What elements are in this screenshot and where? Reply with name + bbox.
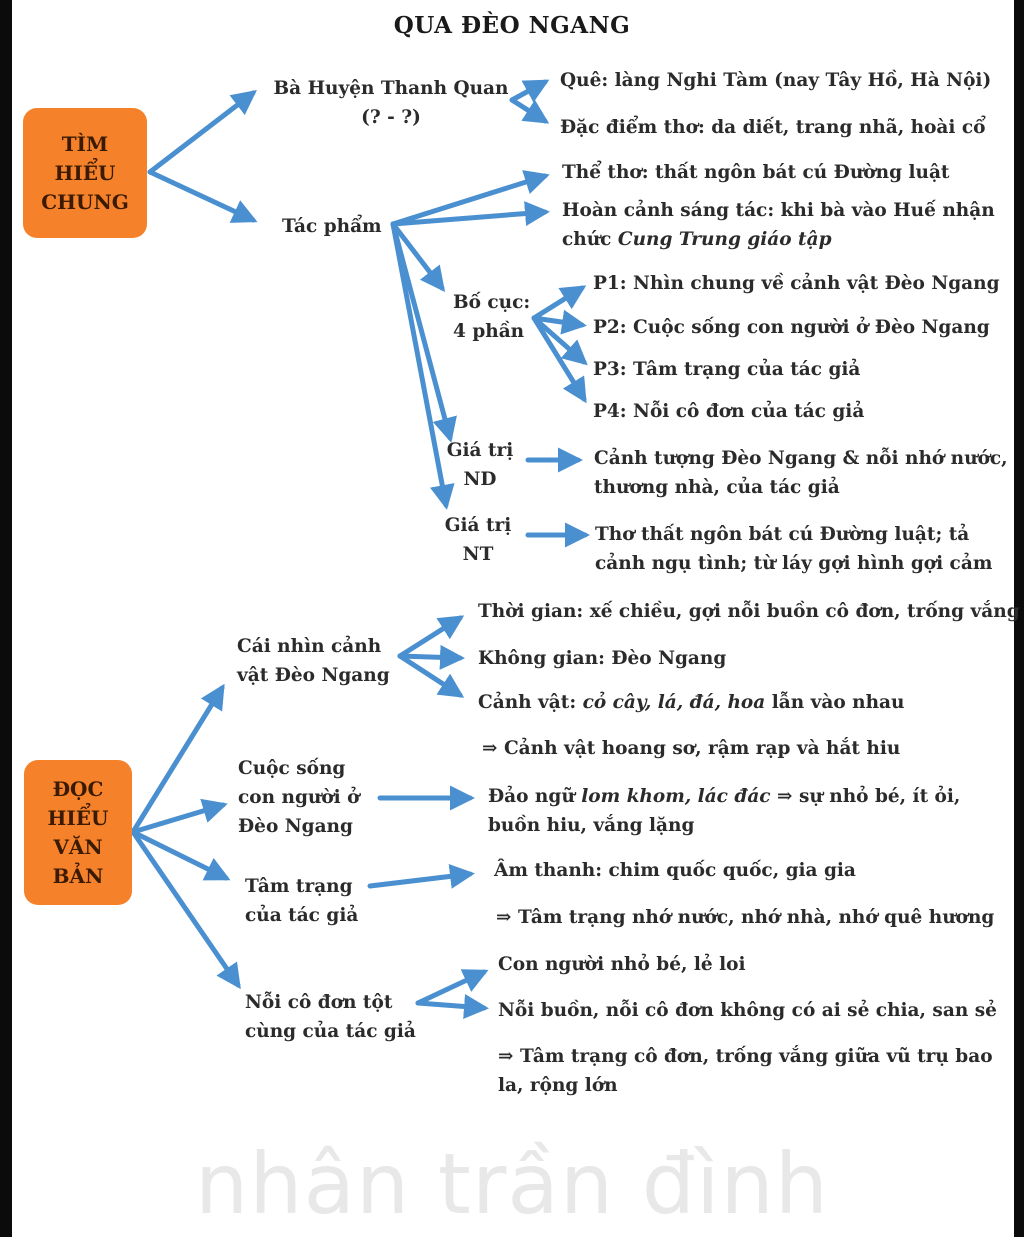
page-title: QUA ĐÈO NGANG <box>393 12 631 39</box>
arrow-to-loneliness <box>133 832 238 985</box>
section-general-box <box>23 108 147 238</box>
author-years: (? - ?) <box>361 107 421 128</box>
scenery-time: Thời gian: xế chiều, gợi nỗi buồn cô đơn, trống vắng <box>478 601 1020 622</box>
arrow-to-time <box>400 618 460 656</box>
arrow-to-p1 <box>534 288 582 318</box>
arrow-to-space <box>400 656 460 658</box>
mood-sound: Âm thanh: chim quốc quốc, gia gia <box>494 860 856 881</box>
scenery-conclusion: ⇒ Cảnh vật hoang sơ, rậm rạp và hắt hiu <box>482 738 901 759</box>
section-general-label-line: HIỂU <box>54 160 116 185</box>
author-node <box>262 74 520 132</box>
loneliness-conclusion: ⇒ Tâm trạng cô đơn, trống vắng giữa vũ trụ bao la, rộng lớn <box>498 1046 993 1096</box>
layout-part-1: P1: Nhìn chung về cảnh vật Đèo Ngang <box>593 273 1000 294</box>
loneliness-item-2: Nỗi buồn, nỗi cô đơn không có ai sẻ chia, san sẻ <box>498 1000 997 1021</box>
arrow-to-item1 <box>418 972 484 1003</box>
scenery-space: Không gian: Đèo Ngang <box>478 648 727 669</box>
poem-form: Thể thơ: thất ngôn bát cú Đường luật <box>562 162 950 183</box>
arrow-to-things <box>400 656 460 695</box>
writing-context <box>562 196 995 254</box>
mood-node: Tâm trạng của tác giả <box>245 876 359 926</box>
loneliness-item-1: Con người nhỏ bé, lẻ loi <box>498 954 746 975</box>
watermark: nhân trần đình <box>195 1135 829 1233</box>
layout-part-4: P4: Nỗi cô đơn của tác giả <box>593 401 865 422</box>
arrow-to-item2 <box>418 1003 484 1008</box>
layout-node: Bố cục: 4 phần <box>453 292 531 342</box>
art-value-node: Giá trị NT <box>444 515 512 565</box>
people-text: Đảo ngữ lom khom, lác đác ⇒ sự nhỏ bé, ít ỏi, buồn hiu, vắng lặng <box>488 786 961 836</box>
arrow-mood <box>370 874 470 886</box>
layout-part-2: P2: Cuộc sống con người ở Đèo Ngang <box>593 317 990 338</box>
author-hometown: Quê: làng Nghi Tàm (nay Tây Hồ, Hà Nội) <box>560 70 992 91</box>
content-value-text: Cảnh tượng Đèo Ngang & nỗi nhớ nước, thương nhà, của tác giả <box>594 448 1008 498</box>
writing-context-line: chức Cung Trung giáo tập <box>562 229 832 250</box>
layout-part-3: P3: Tâm trạng của tác giả <box>593 359 861 380</box>
section-general-label-line: CHUNG <box>41 189 129 214</box>
content-value-node: Giá trị ND <box>446 440 514 490</box>
scenery-things: Cảnh vật: cỏ cây, lá, đá, hoa lẫn vào nhau <box>478 692 905 713</box>
writing-context-line: Hoàn cảnh sáng tác: khi bà vào Huế nhận <box>562 200 995 221</box>
scenery-node: Cái nhìn cảnh vật Đèo Ngang <box>237 636 390 686</box>
people-node: Cuộc sống con người ở Đèo Ngang <box>238 758 360 837</box>
art-value-text: Thơ thất ngôn bát cú Đường luật; tả cảnh ngụ tình; từ láy gợi hình gợi cảm <box>595 524 993 574</box>
arrow-to-work <box>150 172 253 220</box>
arrow-to-art-value <box>393 224 446 505</box>
work-node: Tác phẩm <box>282 216 382 237</box>
arrow-to-author <box>150 93 253 172</box>
mood-conclusion: ⇒ Tâm trạng nhớ nước, nhớ nhà, nhớ quê hương <box>496 907 995 928</box>
section-general-label-line: TÌM <box>61 131 109 156</box>
author-poetry-style: Đặc điểm thơ: da diết, trang nhã, hoài cổ <box>560 117 986 138</box>
author-name: Bà Huyện Thanh Quan <box>273 78 509 99</box>
section-reading-box: ĐỌC HIỂU VĂN BẢN <box>24 760 132 905</box>
loneliness-node: Nỗi cô đơn tột cùng của tác giả <box>245 992 416 1042</box>
